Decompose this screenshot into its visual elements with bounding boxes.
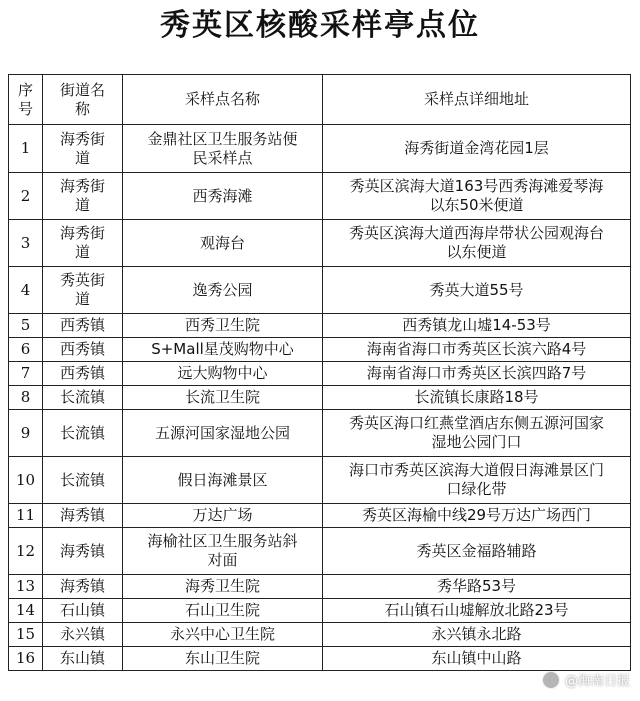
row-street xyxy=(43,457,123,504)
page-title: 秀英区核酸采样亭点位 xyxy=(160,8,480,43)
row-index xyxy=(9,575,43,599)
row-address-line2: 口绿化带 xyxy=(446,480,507,498)
row-site-name xyxy=(123,314,323,338)
row-address-line1: 秀英区海口红燕堂酒店东侧五源河国家 xyxy=(348,414,604,432)
row-address xyxy=(323,647,631,671)
row-site-name-line2: 民采样点 xyxy=(192,148,253,167)
row-site-name-line1: 海榆社区卫生服务站斜 xyxy=(147,532,298,550)
row-address-line2: 以东50米便道 xyxy=(429,196,524,214)
row-site-name-line1: 永兴中心卫生院 xyxy=(169,625,275,643)
row-address xyxy=(323,338,631,362)
table-row xyxy=(9,338,631,362)
row-street xyxy=(43,314,123,338)
row-street xyxy=(43,647,123,671)
row-address-line1: 西秀镇龙山墟14-53号 xyxy=(402,316,551,334)
row-address-line1: 海南省海口市秀英区长滨六路4号 xyxy=(366,340,587,358)
row-index xyxy=(9,599,43,623)
row-site-name xyxy=(123,220,323,267)
row-site-name xyxy=(123,623,323,647)
row-address-line2: 湿地公园门口 xyxy=(431,433,522,451)
row-street-line1: 长流镇 xyxy=(59,423,105,442)
row-street-line1: 海秀镇 xyxy=(59,577,105,595)
row-address-line2: 以东便道 xyxy=(446,243,507,261)
table-row xyxy=(9,125,631,173)
row-index xyxy=(9,386,43,410)
row-site-name-line1: 海秀卫生院 xyxy=(184,577,260,595)
row-address xyxy=(323,410,631,457)
row-address-line1: 秀英区滨海大道163号西秀海滩爱琴海 xyxy=(349,177,604,195)
row-address xyxy=(323,457,631,504)
row-street xyxy=(43,528,123,575)
row-street xyxy=(43,173,123,220)
row-site-name xyxy=(123,173,323,220)
row-street-line1: 西秀镇 xyxy=(59,364,105,382)
row-site-name-line1: 长流卫生院 xyxy=(184,388,260,406)
row-street xyxy=(43,599,123,623)
header-index xyxy=(9,75,43,125)
row-site-name xyxy=(123,647,323,671)
row-address xyxy=(323,173,631,220)
table-row xyxy=(9,599,631,623)
row-address-line1: 永兴镇永北路 xyxy=(431,625,522,643)
row-index-text: 14 xyxy=(15,601,36,619)
header-street-line1: 街道名 xyxy=(59,80,105,99)
row-address-line1: 海南省海口市秀英区长滨四路7号 xyxy=(366,364,587,382)
row-address xyxy=(323,314,631,338)
row-index-text: 5 xyxy=(20,316,31,334)
logo-icon xyxy=(542,671,560,689)
row-site-name xyxy=(123,125,323,173)
header-street xyxy=(43,75,123,125)
row-site-name-line1: 东山卫生院 xyxy=(184,649,260,667)
row-address xyxy=(323,623,631,647)
row-street-line2: 道 xyxy=(74,290,90,308)
table-row xyxy=(9,173,631,220)
row-site-name xyxy=(123,386,323,410)
row-address-line1: 秀英区金福路辅路 xyxy=(416,541,537,560)
row-street-line1: 海秀街 xyxy=(59,224,105,242)
row-index xyxy=(9,362,43,386)
table-row xyxy=(9,457,631,504)
row-index-text: 6 xyxy=(20,340,31,358)
row-street xyxy=(43,504,123,528)
row-index-text: 15 xyxy=(15,625,36,643)
row-street xyxy=(43,575,123,599)
row-index-text: 3 xyxy=(20,233,31,252)
table-row xyxy=(9,386,631,410)
row-street-line1: 海秀街 xyxy=(59,177,105,195)
row-street xyxy=(43,386,123,410)
row-site-name-line1: S+Mall星茂购物中心 xyxy=(151,340,294,358)
table-row xyxy=(9,220,631,267)
table-row xyxy=(9,623,631,647)
row-street-line2: 道 xyxy=(74,243,90,261)
row-street-line1: 西秀镇 xyxy=(59,340,105,358)
row-index-text: 9 xyxy=(20,423,31,442)
table-row xyxy=(9,314,631,338)
row-index xyxy=(9,410,43,457)
row-index-text: 10 xyxy=(15,470,36,489)
watermark xyxy=(542,670,630,689)
row-address xyxy=(323,504,631,528)
row-index xyxy=(9,338,43,362)
row-site-name xyxy=(123,267,323,314)
row-site-name-line1: 五源河国家湿地公园 xyxy=(154,423,290,442)
row-street xyxy=(43,410,123,457)
row-address-line1: 海口市秀英区滨海大道假日海滩景区门 xyxy=(348,461,604,479)
row-site-name-line1: 观海台 xyxy=(199,233,245,252)
row-street-line1: 西秀镇 xyxy=(59,316,105,334)
row-index xyxy=(9,457,43,504)
row-site-name-line2: 对面 xyxy=(207,551,238,569)
row-address xyxy=(323,386,631,410)
row-street-line1: 长流镇 xyxy=(59,388,105,406)
table-row xyxy=(9,528,631,575)
row-site-name-line1: 远大购物中心 xyxy=(177,364,268,382)
row-street-line1: 海秀镇 xyxy=(59,541,105,560)
row-street xyxy=(43,338,123,362)
row-address-line1: 石山镇石山墟解放北路23号 xyxy=(384,601,569,619)
row-site-name xyxy=(123,599,323,623)
row-index-text: 13 xyxy=(15,577,36,595)
row-index-text: 4 xyxy=(20,280,31,299)
row-address-line1: 东山镇中山路 xyxy=(431,649,522,667)
row-street xyxy=(43,125,123,173)
sampling-sites-table xyxy=(8,74,631,671)
watermark-text: @海南日报 xyxy=(564,674,630,689)
row-site-name xyxy=(123,338,323,362)
row-index xyxy=(9,125,43,173)
table-row xyxy=(9,410,631,457)
row-street-line2: 道 xyxy=(74,196,90,214)
row-index-text: 11 xyxy=(15,506,36,524)
row-index xyxy=(9,504,43,528)
row-street xyxy=(43,267,123,314)
row-index-text: 2 xyxy=(20,186,31,205)
row-street-line1: 永兴镇 xyxy=(59,625,105,643)
row-address-line1: 海秀街道金湾花园1层 xyxy=(404,139,549,157)
row-index xyxy=(9,267,43,314)
row-street-line1: 海秀镇 xyxy=(59,506,105,524)
row-index-text: 8 xyxy=(20,388,31,406)
row-address xyxy=(323,267,631,314)
row-site-name-line1: 西秀海滩 xyxy=(192,186,253,205)
row-street-line1: 长流镇 xyxy=(59,470,105,489)
row-address xyxy=(323,220,631,267)
table-row xyxy=(9,267,631,314)
row-street xyxy=(43,362,123,386)
row-site-name xyxy=(123,362,323,386)
row-street-line1: 石山镇 xyxy=(59,601,105,619)
row-address-line1: 秀英区海榆中线29号万达广场西门 xyxy=(361,506,592,524)
row-address-line1: 秀英大道55号 xyxy=(429,280,524,299)
row-site-name xyxy=(123,528,323,575)
header-index-line1: 序 xyxy=(17,80,33,99)
row-index xyxy=(9,528,43,575)
row-index-text: 7 xyxy=(20,364,31,382)
table-row xyxy=(9,362,631,386)
row-site-name-line1: 金鼎社区卫生服务站便 xyxy=(147,129,298,148)
row-index-text: 1 xyxy=(20,139,31,157)
row-index xyxy=(9,623,43,647)
row-address xyxy=(323,362,631,386)
row-index-text: 16 xyxy=(15,649,36,667)
row-street-line1: 东山镇 xyxy=(59,649,105,667)
table-row xyxy=(9,504,631,528)
row-site-name-line1: 西秀卫生院 xyxy=(184,316,260,334)
row-address xyxy=(323,575,631,599)
row-site-name xyxy=(123,457,323,504)
row-address-line1: 秀华路53号 xyxy=(436,577,517,595)
row-site-name xyxy=(123,410,323,457)
row-street xyxy=(43,220,123,267)
row-address-line1: 长流镇长康路18号 xyxy=(414,388,539,406)
row-site-name-line1: 万达广场 xyxy=(192,506,253,524)
row-address xyxy=(323,125,631,173)
row-address xyxy=(323,528,631,575)
header-site-name: 采样点名称 xyxy=(123,75,323,125)
row-street-line2: 道 xyxy=(74,148,90,167)
row-index xyxy=(9,647,43,671)
header-address: 采样点详细地址 xyxy=(323,75,631,125)
table-header-row xyxy=(9,75,631,125)
row-site-name xyxy=(123,575,323,599)
row-address-line1: 秀英区滨海大道西海岸带状公园观海台 xyxy=(348,224,604,242)
row-site-name-line1: 假日海滩景区 xyxy=(177,470,268,489)
row-site-name-line1: 逸秀公园 xyxy=(192,280,253,299)
table-row xyxy=(9,647,631,671)
table-row xyxy=(9,575,631,599)
row-index-text: 12 xyxy=(15,541,36,560)
row-index xyxy=(9,173,43,220)
row-index xyxy=(9,220,43,267)
header-index-line2: 号 xyxy=(17,99,33,118)
row-address xyxy=(323,599,631,623)
row-site-name-line1: 石山卫生院 xyxy=(184,601,260,619)
row-site-name xyxy=(123,504,323,528)
header-street-line2: 称 xyxy=(74,99,90,118)
row-street xyxy=(43,623,123,647)
row-index xyxy=(9,314,43,338)
row-street-line1: 秀英街 xyxy=(59,271,105,289)
row-street-line1: 海秀街 xyxy=(59,129,105,148)
